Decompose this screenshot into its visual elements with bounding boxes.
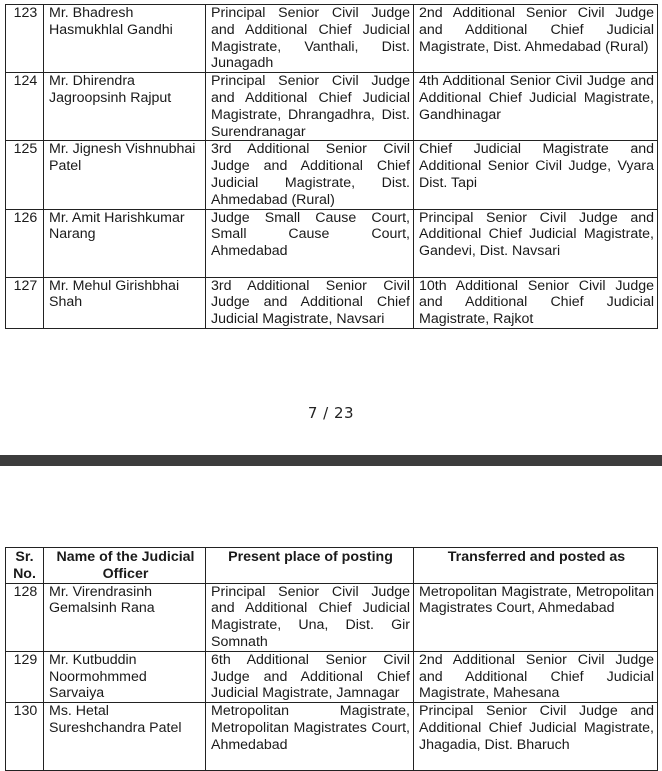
officer-name: Mr. Bhadresh Hasmukhlal Gandhi [44, 5, 206, 73]
transferred-posting: Principal Senior Civil Judge and Additional Chief Judicial Magistrate, Jhagadia, Dist. Bharuch [414, 703, 658, 771]
table-row [6, 703, 658, 771]
header-officer-name: Name of the Judicial Officer [44, 548, 206, 584]
transferred-posting: 2nd Additional Senior Civil Judge and Additional Chief Judicial Magistrate, Dist. Ahmedabad (Rural) [414, 5, 658, 73]
present-posting: Principal Senior Civil Judge and Additional Chief Judicial Magistrate, Dhrangadhra, Dist. Surendranagar [206, 73, 414, 141]
transfer-table [5, 547, 658, 771]
transferred-posting: Metropolitan Magistrate, Metropolitan Magistrates Court, Ahmedabad [414, 583, 658, 651]
officer-name: Mr. Jignesh Vishnubhai Patel [44, 141, 206, 209]
officer-name: Mr. Dhirendra Jagroopsinh Rajput [44, 73, 206, 141]
transferred-posting: Chief Judicial Magistrate and Additional Senior Civil Judge, Vyara Dist. Tapi [414, 141, 658, 209]
table-row [6, 583, 658, 651]
serial-number: 128 [6, 583, 44, 651]
officer-name: Mr. Amit Harishkumar Narang [44, 209, 206, 277]
officer-name: Ms. Hetal Sureshchandra Patel [44, 703, 206, 771]
serial-number: 127 [6, 277, 44, 328]
pdf-page-8 [0, 466, 662, 768]
officer-name: Mr. Virendrasinh Gemalsinh Rana [44, 583, 206, 651]
serial-number: 129 [6, 651, 44, 702]
table-row [6, 5, 658, 73]
header-sr-no: Sr. No. [6, 548, 44, 584]
table-row [6, 651, 658, 702]
table-header-row [6, 548, 658, 584]
transferred-posting: Principal Senior Civil Judge and Additional Chief Judicial Magistrate, Gandevi, Dist. Navsari [414, 209, 658, 277]
present-posting: Principal Senior Civil Judge and Additional Chief Judicial Magistrate, Una, Dist. Gir Somnath [206, 583, 414, 651]
header-present-posting: Present place of posting [206, 548, 414, 584]
table-row [6, 277, 658, 328]
page-separator [0, 455, 662, 466]
present-posting: 6th Additional Senior Civil Judge and Additional Chief Judicial Magistrate, Jamnagar [206, 651, 414, 702]
transferred-posting: 2nd Additional Senior Civil Judge and Additional Chief Judicial Magistrate, Mahesana [414, 651, 658, 702]
present-posting: 3rd Additional Senior Civil Judge and Additional Chief Judicial Magistrate, Dist. Ahmedabad (Rural) [206, 141, 414, 209]
serial-number: 126 [6, 209, 44, 277]
officer-name: Mr. Mehul Girishbhai Shah [44, 277, 206, 328]
table-row [6, 73, 658, 141]
serial-number: 125 [6, 141, 44, 209]
officer-name: Mr. Kutbuddin Noormohmmed Sarvaiya [44, 651, 206, 702]
present-posting: Metropolitan Magistrate, Metropolitan Magistrates Court, Ahmedabad [206, 703, 414, 771]
transferred-posting: 4th Additional Senior Civil Judge and Additional Chief Judicial Magistrate, Gandhinagar [414, 73, 658, 141]
serial-number: 123 [6, 5, 44, 73]
page-number-indicator: 7 / 23 [307, 404, 355, 422]
table-row [6, 141, 658, 209]
transferred-posting: 10th Additional Senior Civil Judge and Additional Chief Judicial Magistrate, Rajkot [414, 277, 658, 328]
serial-number: 130 [6, 703, 44, 771]
table-row [6, 209, 658, 277]
header-transferred-posting: Transferred and posted as [414, 548, 658, 584]
present-posting: Judge Small Cause Court, Small Cause Court, Ahmedabad [206, 209, 414, 277]
transfer-table-continued [5, 4, 658, 329]
present-posting: 3rd Additional Senior Civil Judge and Additional Chief Judicial Magistrate, Navsari [206, 277, 414, 328]
serial-number: 124 [6, 73, 44, 141]
present-posting: Principal Senior Civil Judge and Additional Chief Judicial Magistrate, Vanthali, Dist. Junagadh [206, 5, 414, 73]
